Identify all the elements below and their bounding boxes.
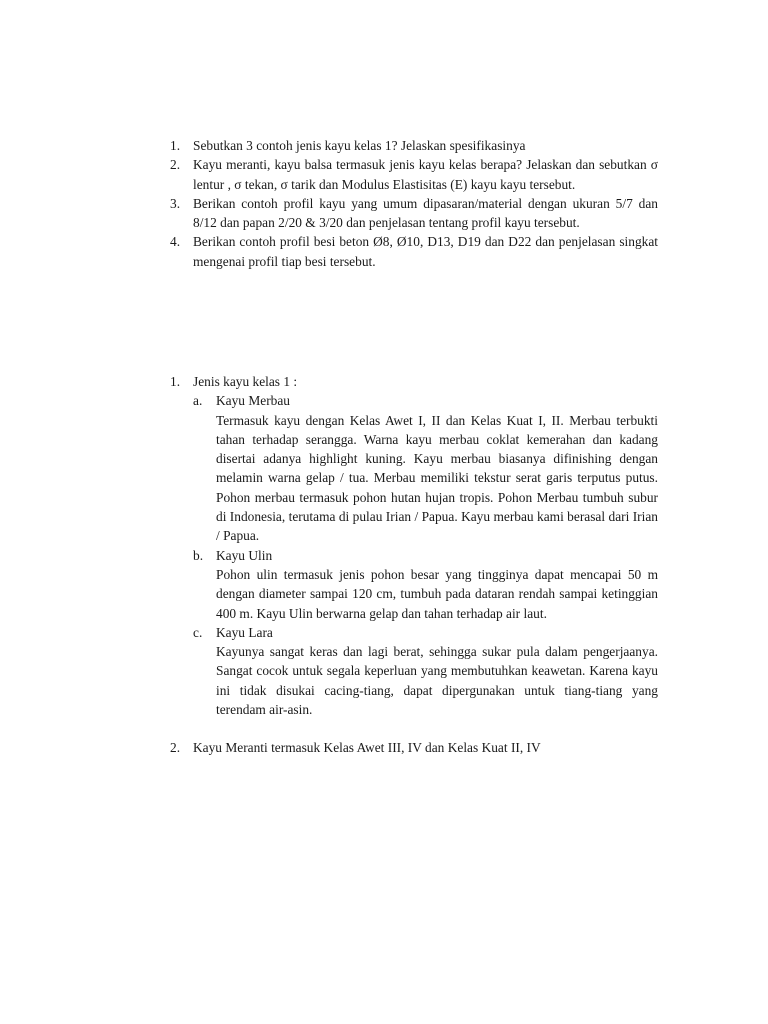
answer-item [170, 372, 658, 719]
question-number: 2. [170, 157, 181, 173]
question-text: Berikan contoh profil kayu yang umum dipasaran/material dengan ukuran 5/7 dan 8/12 dan papan 2/20 & 3/20 dan penjelasan tentang profil kayu tersebut. [193, 195, 658, 231]
question-item [170, 194, 658, 233]
question-text: Berikan contoh profil besi beton Ø8, Ø10, D13, D19 dan D22 dan penjelasan singkat mengenai profil tiap besi tersebut. [193, 234, 658, 269]
wood-type-item [193, 391, 658, 545]
question-number: 1. [170, 138, 181, 153]
question-list [170, 136, 658, 271]
spacer [170, 719, 658, 738]
answer-item [170, 738, 658, 757]
question-item [170, 136, 658, 155]
question-item [170, 155, 658, 194]
question-number: 3. [170, 195, 181, 211]
wood-type-name: Kayu Lara [216, 624, 273, 640]
wood-type-description: Pohon ulin termasuk jenis pohon besar yang tingginya dapat mencapai 50 m dengan diameter sampai 120 cm, tumbuh pada dataran rendah sampai ketinggian 400 m. Kayu Ulin berwarna gelap dan tahan terhadap air laut. [216, 566, 658, 621]
wood-type-letter: c. [193, 624, 203, 640]
wood-type-letter: b. [193, 547, 204, 563]
question-item [170, 232, 658, 271]
answer-number: 1. [170, 374, 181, 389]
answer-list [170, 372, 658, 758]
answer-title: Jenis kayu kelas 1 : [193, 374, 298, 389]
question-text: Kayu meranti, kayu balsa termasuk jenis kayu kelas berapa? Jelaskan dan sebutkan σ lentur , σ tekan, σ tarik dan Modulus Elastisitas (E) kayu kayu tersebut. [193, 157, 658, 192]
wood-type-item [193, 546, 658, 623]
question-text: Sebutkan 3 contoh jenis kayu kelas 1? Jelaskan spesifikasinya [193, 138, 526, 153]
wood-type-item [193, 623, 658, 719]
answer-text: Kayu Meranti termasuk Kelas Awet III, IV dan Kelas Kuat II, IV [193, 740, 541, 756]
wood-type-letter: a. [193, 393, 203, 409]
question-number: 4. [170, 234, 181, 250]
wood-type-description: Termasuk kayu dengan Kelas Awet I, II dan Kelas Kuat I, II. Merbau terbukti tahan terhadap serangga. Warna kayu merbau coklat kemerahan dan kadang disertai adanya highlight kuning. Kayu merbau biasanya difinishing dengan melamin warna gelap / tua. Merbau memiliki tekstur serat garis terputus putus. Pohon merbau termasuk pohon hutan hujan tropis. Pohon Merbau tumbuh subur di Indonesia, terutama di pulau Irian / Papua. Kayu merbau kami berasal dari Irian / Papua. [216, 412, 658, 544]
answer-number: 2. [170, 740, 181, 756]
wood-type-name: Kayu Ulin [216, 547, 273, 563]
wood-type-list [193, 391, 658, 719]
wood-type-name: Kayu Merbau [216, 393, 290, 409]
wood-type-description: Kayunya sangat keras dan lagi berat, sehingga sukar pula dalam pengerjaanya. Sangat cocok untuk segala keperluan yang membutuhkan keawetan. Karena kayu ini tidak disukai cacing-tiang, dapat dipergunakan untuk tiang-tiang yang terendam air-asin. [216, 644, 658, 718]
